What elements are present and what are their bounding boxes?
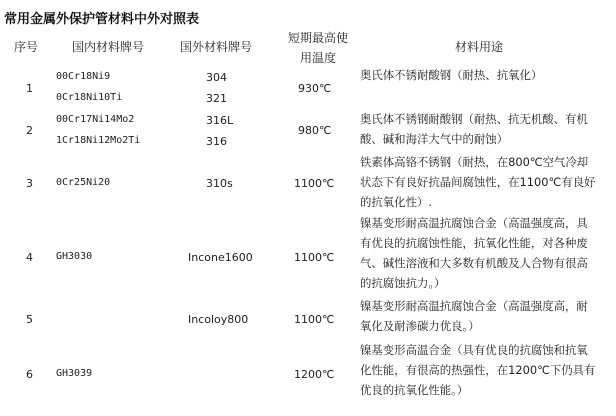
domestic-grade: 0Cr25Ni20 [56,177,111,188]
foreign-grade: 316 [206,135,227,148]
max-temp: 1200℃ [294,368,335,381]
domestic-grade: GH3039 [56,368,93,379]
max-temp: 1100℃ [294,177,335,190]
usage-text [360,109,588,149]
usage-text [360,296,588,336]
usage-text [360,340,595,400]
usage-line: 酸、碱和海洋大气中的耐蚀） [360,132,509,146]
usage-line: 优良的抗氧化性能。） [360,383,469,397]
usage-line: 的抗氧化性）. [360,195,432,209]
header-usage: 材料用途 [455,40,504,54]
row-seq: 2 [26,124,33,137]
usage-line: 奥氏体不锈钢耐酸钢（耐热、抗无机酸、有机 [360,112,588,126]
row-seq: 1 [26,82,33,95]
foreign-grade: Incoloy800 [188,313,249,326]
header-seq: 序号 [14,40,39,54]
usage-line: 镍基变形耐高温抗腐蚀合金（高温强度高，耐 [360,299,588,313]
foreign-grade: 316L [206,114,234,127]
usage-text [360,152,595,212]
domestic-grade: 1Cr18Ni12Mo2Ti [56,135,141,146]
usage-line: 镍基变形耐高温抗腐蚀合金（高温强度高，具 [360,216,588,230]
max-temp: 980℃ [298,124,332,137]
usage-line: 铁素体高铬不锈钢（耐热，在800℃空气冷却 [360,155,589,169]
row-seq: 4 [26,251,33,264]
foreign-grade: 310s [206,177,233,190]
domestic-grade: 00Cr18Ni9 [56,71,111,82]
header-max-temp-line2: 用温度 [299,51,336,65]
usage-line: 有优良的抗腐蚀性能，抗氧化性能，对各种废 [360,236,588,250]
usage-line: 气、碱性溶液和大多数有机酸及人合物有很高 [360,256,588,270]
domestic-grade: 00Cr17Ni14Mo2 [56,114,135,125]
usage-text [360,65,542,85]
usage-line: 化性能，有很高的热强性，在1200℃下仍具有 [360,363,596,377]
foreign-grade: 321 [206,92,227,105]
max-temp: 1100℃ [294,251,335,264]
usage-line: 镍基变形高温合金（具有优良的抗腐蚀和抗氧 [360,343,588,357]
max-temp: 930℃ [298,82,332,95]
domestic-grade: 0Cr18Ni10Ti [56,92,123,103]
usage-line: 奥氏体不锈耐酸钢（耐热、抗氧化） [360,68,543,82]
page-title: 常用金属外保护管材料中外对照表 [4,12,200,27]
usage-line: 的抗腐蚀抗力。） [360,276,446,290]
header-max-temp-line1: 短期最高使 [287,31,348,45]
row-seq: 6 [26,368,33,381]
header-max-temp [278,28,358,68]
foreign-grade: 304 [206,71,227,84]
header-domestic-grade: 国内材料牌号 [72,40,145,54]
usage-line: 氧化及耐渗碳力优良。） [360,319,480,333]
domestic-grade: GH3030 [56,251,93,262]
header-foreign-grade: 国外材料牌号 [180,40,253,54]
max-temp: 1100℃ [294,313,335,326]
usage-text [360,213,588,293]
row-seq: 5 [26,313,33,326]
foreign-grade: Incone1600 [188,251,253,264]
usage-line: 状态下有良好抗晶间腐蚀性，在1100℃有良好 [360,175,596,189]
row-seq: 3 [26,177,33,190]
